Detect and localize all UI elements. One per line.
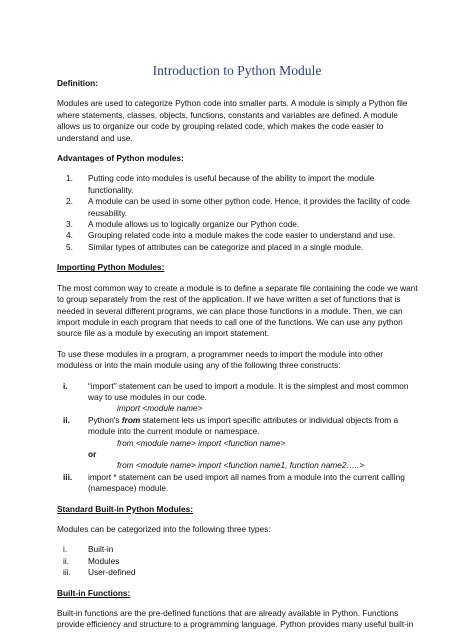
importing-para-1: The most common way to create a module is to define a separate file containing the code we want to group separately from the rest of the application. If we have written a set of functions that is needed in several different programs, we can place those functions in a module. Then, we can import module in each program that needs to call one of the functions. We can use any python source file as a module by executing an import statement. <box>57 282 418 339</box>
list-item <box>57 230 419 241</box>
list-item-text: A module can be used in some other python code. Hence, it provides the facility of code reusability. <box>88 196 410 218</box>
list-number: iii. <box>63 471 73 482</box>
list-item-text: import * statement can be used import all names from a module into the current calling (namespace) module. <box>88 471 405 494</box>
list-item-text: A module allows us to logically organize our Python code. <box>88 219 300 230</box>
list-item <box>57 415 419 438</box>
document-body <box>57 78 419 631</box>
list-item-text-b: statement lets us import specific attributes or individual objects from a module into the current module or namespace. <box>88 414 399 437</box>
advantages-heading: Advantages of Python modules: <box>57 153 184 164</box>
standard-text: Modules can be categorized into the following three types: <box>57 524 271 534</box>
list-number: 3. <box>66 219 73 230</box>
advantages-list <box>57 173 419 253</box>
list-item-text: Putting code into modules is useful because of the ability to import the module functionality. <box>88 173 375 195</box>
list-item-text-a: Python's <box>88 414 122 425</box>
list-number: ii. <box>63 555 69 566</box>
list-item-text: Built-in <box>88 544 114 555</box>
list-item <box>57 381 419 404</box>
definition-heading: Definition: <box>57 78 99 88</box>
list-item <box>57 567 419 578</box>
list-item-text: Grouping related code into a module makes the code easier to understand and use. <box>88 230 396 241</box>
builtin-text: Built-in functions are the pre-defined functions that are already available in Python. Functions provide efficiency and structure to a programming language. Python provides many useful built-in <box>57 608 414 630</box>
standard-heading: Standard Built-in Python Modules: <box>57 503 193 514</box>
list-number: 1. <box>66 173 73 184</box>
list-item-text: Similar types of attributes can be categorize and placed in a single module. <box>88 241 364 252</box>
module-types-list <box>57 544 419 578</box>
code-snippet: import <module name> <box>117 403 203 414</box>
code-snippet: from <module name> import <function name1, function name2…..> <box>117 460 365 471</box>
list-item <box>57 242 419 253</box>
list-number: 2. <box>66 196 73 207</box>
list-item-emphasis: from <box>121 414 141 425</box>
code-snippet: from <module name> import <function name> <box>117 437 286 448</box>
list-number: i. <box>63 544 68 555</box>
list-item-text: User-defined <box>88 567 136 578</box>
importing-para-2: To use these modules in a program, a programmer needs to import the module into other moduless or into the main module using any of the following three constructs: <box>57 348 384 371</box>
page-title: Introduction to Python Module <box>152 63 322 78</box>
list-item-text: Modules <box>88 555 120 566</box>
list-item <box>57 544 419 555</box>
list-number: 5. <box>66 241 73 252</box>
list-number: 4. <box>66 230 73 241</box>
definition-text: Modules are used to categorize Python code into smaller parts. A module is simply a Python file where statements, classes, objects, functions, constants and variables are defined. A module allows us to organize our code by grouping related code, which makes the code easier to understand and use. <box>57 98 408 143</box>
constructs-list <box>57 381 419 495</box>
list-item <box>57 196 419 219</box>
importing-heading: Importing Python Modules: <box>57 262 165 273</box>
list-number: iii. <box>63 567 71 578</box>
list-item-text: “import” statement can be used to import a module. It is the simplest and most common way to use modules in our code. <box>88 380 409 402</box>
list-item <box>57 173 419 196</box>
list-number: ii. <box>63 414 70 425</box>
list-number: i. <box>63 380 68 391</box>
or-separator: or <box>88 448 97 459</box>
list-item <box>57 472 419 495</box>
list-item <box>57 219 419 230</box>
list-item <box>57 556 419 567</box>
builtin-heading: Built-in Functions: <box>57 587 131 598</box>
